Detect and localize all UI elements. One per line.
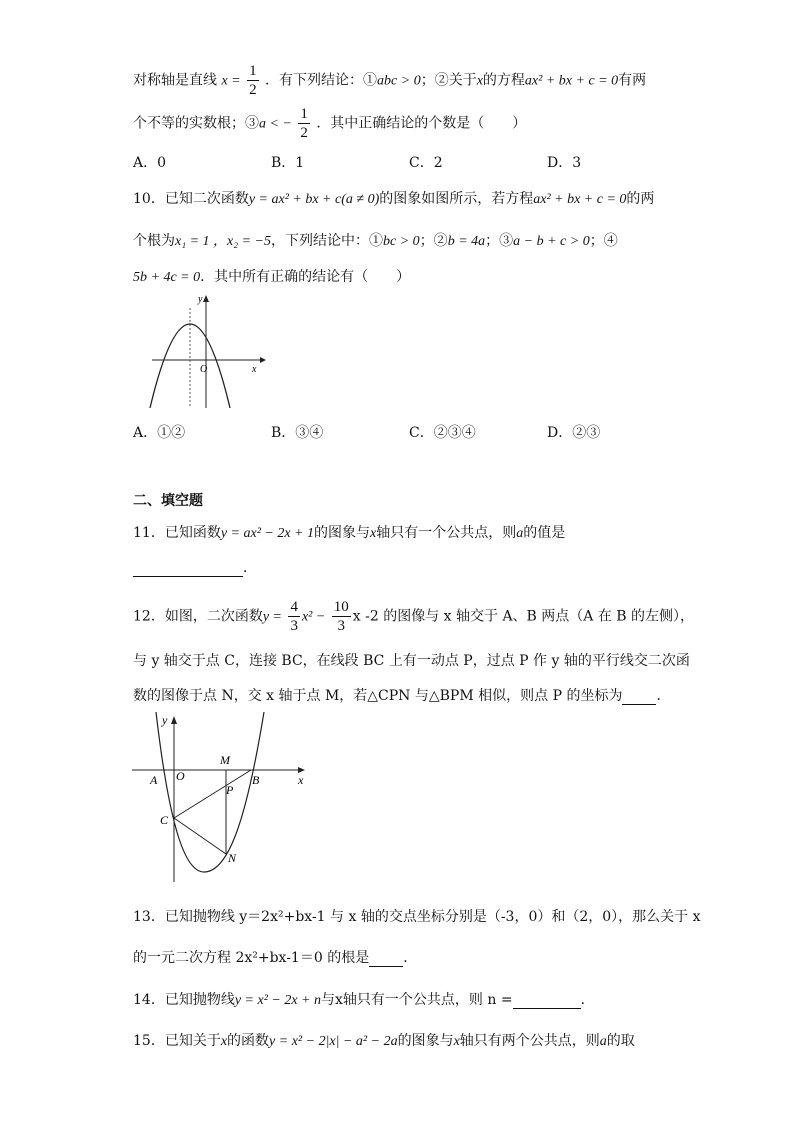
q9-fraction: $\frac{1}{2}$ [249, 63, 257, 98]
section-title: 二、填空题 [133, 493, 203, 509]
q13-answer-blank[interactable] [369, 952, 403, 967]
q11-answer-blank[interactable] [133, 562, 243, 577]
q11-answer-line: ． [133, 557, 257, 577]
q12-answer-blank[interactable] [622, 690, 656, 705]
q12-line2: 与 y 轴交于点 C，连接 BC，在线段 BC 上有一动点 P，过点 P 作 y 轴的平行线交二次函 [133, 653, 690, 669]
q10-parabola-graph [148, 290, 273, 412]
q10-option-b: B．③④ [271, 425, 324, 441]
q9-text: 对称轴是直线 [133, 72, 217, 89]
q14-line: 14．已知抛物线y = x² − 2x + n与x轴只有一个公共点，则 n = ． [133, 992, 595, 1008]
q10-x-label: x [252, 364, 257, 375]
q10-option-d: D．②③ [547, 425, 601, 441]
q9-math: x = [221, 73, 241, 89]
q12-label-c: C [160, 813, 169, 827]
q13-line1: 13．已知抛物线 y＝2x²+bx-1 与 x 轴的交点坐标分别是（-3，0）和（2，0），那么关于 x [133, 909, 701, 925]
q15-line: 15．已知关于x的函数y = x² − 2|x| − a² − 2a的图象与x轴只有两个公共点，则a的取 [133, 1033, 635, 1049]
q12-label-o: O [176, 769, 185, 783]
q12-label-n: N [228, 851, 237, 865]
q10-origin-label: O [200, 364, 208, 375]
q9-option-d: D．3 [547, 155, 582, 171]
q10-x-arrow [260, 357, 266, 363]
q9-option-c: C．2 [409, 155, 443, 171]
q12-parabola-curve [156, 712, 264, 872]
q12-fraction-2: $\frac{10}{3}$ [333, 599, 349, 634]
q10-y-label: y [198, 294, 203, 305]
q9-fraction-2: $\frac{1}{2}$ [300, 106, 308, 141]
q10-line2: 个根为x₁ = 1 ，x₂ = −5，下列结论中：①bc > 0；②b = 4a；③a − b + c > 0；④ [133, 233, 618, 249]
q10-option-a: A．①② [133, 425, 186, 441]
q10-y-arrow [203, 295, 209, 302]
q14-answer-blank[interactable] [513, 994, 581, 1009]
q9-option-b: B．1 [271, 155, 305, 171]
q12-label-a: A [150, 773, 158, 787]
q10-line1: 10．已知二次函数y = ax² + bx + c(a ≠ 0)的图象如图所示，若方程ax² + bx + c = 0的两 [133, 191, 655, 207]
q12-fraction-1: $\frac{4}{3}$ [290, 599, 298, 634]
q12-y-label: y [162, 713, 168, 727]
q9-line1: 对称轴是直线 x = $\frac{1}{2}$ ．有下列结论：①abc > 0；②关于x的方程ax² + bx + c = 0有两 [133, 63, 647, 98]
q12-label-b: B [252, 773, 260, 787]
q12-line3: 数的图像于点 N，交 x 轴于点 M，若△CPN 与△BPM 相似，则点 P 的坐标为 ． [133, 688, 671, 704]
q12-label-m: M [220, 753, 230, 767]
q12-parabola-graph [128, 712, 313, 884]
q12-x-label: x [298, 773, 304, 787]
q12-segment-bc [174, 770, 251, 818]
q10-line3: 5b + 4c = 0．其中所有正确的结论有（ ） [133, 269, 411, 285]
q10-option-c: C．②③④ [409, 425, 476, 441]
q12-segment-cn [174, 818, 226, 854]
q9-line2: 个不等的实数根；③a < − $\frac{1}{2}$ ．其中正确结论的个数是（ ） [133, 106, 527, 141]
q9-option-a: A．0 [133, 155, 167, 171]
q12-line1: 12．如图，二次函数y = $\frac{4}{3}$ x² − $\frac{10}{3}$ x -2 的图像与 x 轴交于 A、B 两点（A 在 B 的左侧）， [133, 599, 695, 634]
q13-line2: 的一元二次方程 2x²+bx-1＝0 的根是 ． [133, 950, 418, 966]
q12-label-p: P [226, 783, 234, 797]
q11-line1: 11．已知函数y = ax² − 2x + 1的图象与x轴只有一个公共点，则a的值是 [133, 525, 566, 541]
q12-y-arrow [171, 716, 177, 724]
